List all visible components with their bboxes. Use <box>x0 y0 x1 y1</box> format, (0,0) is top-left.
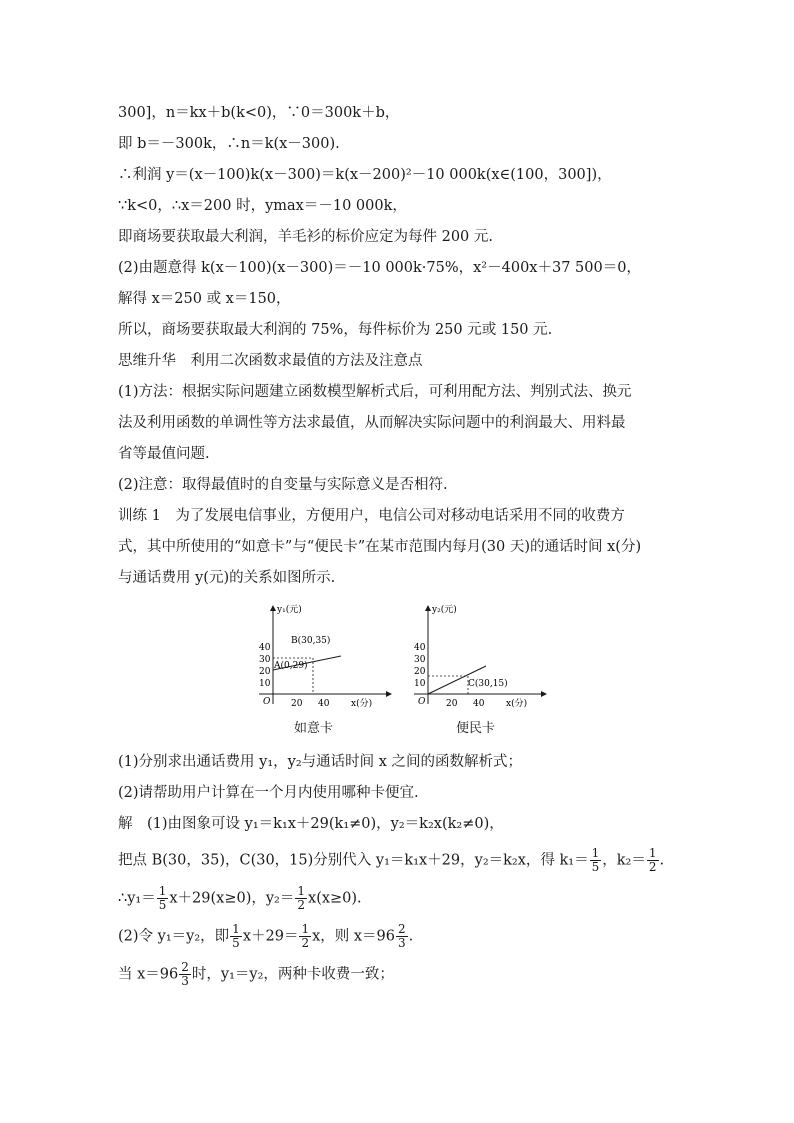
y-label: y₂(元) <box>432 605 457 615</box>
figure-caption: 便民卡 <box>456 721 496 736</box>
x-label: x(分) <box>506 699 528 709</box>
y-tick: 40 <box>414 643 426 653</box>
origin-label: O <box>263 697 271 707</box>
fraction: $\frac{1}{5}$ <box>591 846 600 874</box>
solution-line: (2)令 y₁＝y₂，即 $\frac{1}{5}$ x＋29＝ $\frac{1}{2}$ x，则 x＝96 $\frac{2}{3}$ . <box>118 922 414 950</box>
fraction: $\frac{1}{2}$ <box>648 846 657 874</box>
fraction: $\frac{2}{3}$ <box>398 922 406 950</box>
text-line: (1)方法：根据实际问题建立函数模型解析式后，可利用配方法、判别式法、换元 <box>118 384 632 400</box>
y-label: y₁(元) <box>277 605 302 615</box>
y-tick: 20 <box>414 667 426 677</box>
question-1: (1)分别求出通话费用 y₁，y₂与通话时间 x 之间的函数解析式； <box>118 754 523 770</box>
y-tick: 30 <box>259 655 271 665</box>
fraction: $\frac{1}{2}$ <box>297 884 306 912</box>
exercise-line: 训练 1 为了发展电信事业，方便用户，电信公司对移动电话采用不同的收费方 <box>118 508 625 524</box>
text-line: 法及利用函数的单调性等方法求最值，从而解决实际问题中的利润最大、用料最 <box>118 415 626 431</box>
text-line: 所以，商场要获取最大利润的 75%，每件标价为 250 元或 150 元. <box>118 322 553 338</box>
ruyi-graph <box>255 600 395 710</box>
text-line: (2)由题意得 k(x－100)(x－300)＝－10 000k·75%，x²－400x＋37 500＝0， <box>118 260 641 276</box>
y-tick: 10 <box>414 679 426 689</box>
text-line: 省等最值问题. <box>118 446 210 462</box>
text-line: ∵k<0，∴x＝200 时，ymax＝－10 000k， <box>118 198 407 214</box>
x-tick: 20 <box>291 699 303 709</box>
text-line: 式，其中所使用的“如意卡”与“便民卡”在某市范围内每月(30 天)的通话时间 x(分) <box>118 539 642 555</box>
fraction: $\frac{2}{3}$ <box>181 960 189 988</box>
y-tick: 10 <box>259 679 271 689</box>
solution-line: 把点 B(30，35)，C(30，15)分别代入 y₁＝k₁x＋29，y₂＝k₂x，得 k₁＝ $\frac{1}{5}$ ，k₂＝ $\frac{1}{2}$ . <box>118 846 665 874</box>
point-b-label: B(30,35) <box>291 636 331 646</box>
section-heading: 思维升华 利用二次函数求最值的方法及注意点 <box>118 353 423 369</box>
text-line: 解得 x＝250 或 x＝150， <box>118 291 291 307</box>
y-tick: 20 <box>259 667 271 677</box>
text-line: ∴利润 y＝(x－100)k(x－300)＝k(x－200)²－10 000k(x∈(100，300])， <box>118 167 612 183</box>
x-tick: 40 <box>473 699 485 709</box>
point-c-label: C(30,15) <box>468 679 508 689</box>
x-tick: 20 <box>446 699 458 709</box>
x-label: x(分) <box>351 699 373 709</box>
text-line: 300]，n＝kx＋b(k<0)，∵0＝300k＋b， <box>118 105 400 121</box>
solution-line: 解 (1)由图象可设 y₁＝k₁x＋29(k₁≠0)，y₂＝k₂x(k₂≠0)， <box>118 816 504 832</box>
fraction: $\frac{1}{5}$ <box>232 922 240 950</box>
text-line: 即 b＝－300k，∴n＝k(x－300). <box>118 136 340 152</box>
text-line: 与通话费用 y(元)的关系如图所示. <box>118 570 336 586</box>
y-tick: 40 <box>259 643 271 653</box>
question-2: (2)请帮助用户计算在一个月内使用哪种卡便宜. <box>118 785 419 801</box>
y-tick: 30 <box>414 655 426 665</box>
origin-label: O <box>418 697 426 707</box>
figure-caption: 如意卡 <box>294 721 334 736</box>
figure-bianmin-card <box>410 600 550 710</box>
text-line: 即商场要获取最大利润，羊毛衫的标价应定为每件 200 元. <box>118 229 494 245</box>
bianmin-graph <box>410 600 550 710</box>
point-a-label: A(0,29) <box>274 661 308 671</box>
text-line: (2)注意：取得最值时的自变量与实际意义是否相符. <box>118 477 448 493</box>
x-tick: 40 <box>318 699 330 709</box>
solution-line: ∴y₁＝ $\frac{1}{5}$ x＋29(x≥0)，y₂＝ $\frac{1}{2}$ x(x≥0). <box>118 884 362 912</box>
fraction: $\frac{1}{2}$ <box>301 922 310 950</box>
solution-line: 当 x＝96 $\frac{2}{3}$ 时，y₁＝y₂，两种卡收费一致； <box>118 960 394 988</box>
figure-ruyi-card <box>255 600 395 710</box>
fraction: $\frac{1}{5}$ <box>158 884 167 912</box>
